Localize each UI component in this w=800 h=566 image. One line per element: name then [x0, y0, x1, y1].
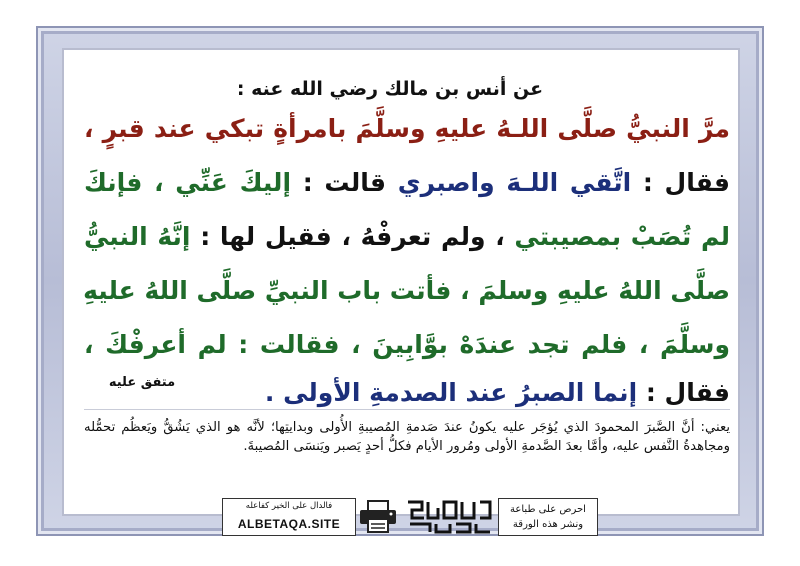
site-url: ALBETAQA.SITE [237, 517, 341, 531]
site-box [222, 498, 356, 536]
print-note-line-1: احرص على طباعة [510, 504, 586, 515]
hadith-text-green: إنَّهُ النبيُّ [84, 222, 191, 251]
hadith-text-black: ، ولم تعرفْهُ ، فقيل لها : [190, 222, 515, 251]
hadith-text-green: لم أعرفْكَ ، [84, 330, 227, 359]
hadith-line-3 [84, 224, 730, 249]
print-note [498, 498, 598, 536]
printer-icon [357, 499, 399, 535]
hadith-text-blue: إنما الصبرُ عند الصدمةِ الأولى . [264, 378, 638, 407]
hadith-line-6 [192, 380, 730, 405]
hadith-line-5 [84, 332, 730, 357]
hadith-text-black: فقال : [637, 378, 730, 407]
hadith-text-green: صلَّى اللهُ عليهِ وسلمَ ، فأتت باب النبيِّ صلَّى اللهُ عليهِ [83, 276, 730, 305]
hadith-line-4 [84, 278, 730, 303]
site-tagline: فالدال على الخير كفاعله [245, 501, 333, 511]
hadith-attribution: متفق عليه [108, 375, 176, 390]
hadith-line-2 [84, 170, 730, 195]
albetaqa-logo-icon [404, 496, 494, 536]
hadith-text-blue: اتَّقي اللـهَ واصبري [397, 168, 632, 197]
hadith-text-green: لم تُصَبْ بمصيبتي [514, 222, 730, 251]
narrator-line: عن أنس بن مالك رضي الله عنه : [236, 78, 544, 100]
hadith-text-green: وسلَّمَ ، فلم تجد عندَهْ بوَّابِينَ ، فقالت : [226, 330, 730, 359]
hadith-text-black: فقال : [631, 168, 730, 197]
divider [84, 409, 730, 410]
hadith-line-1 [84, 116, 730, 141]
hadith-text-red: مرَّ النبيُّ صلَّى اللـهُ عليهِ وسلَّمَ بامرأةٍ تبكي عند قبرٍ ، [84, 114, 730, 143]
print-note-line-2: ونشر هذه الورقة [512, 519, 584, 530]
hadith-text-green: إليكَ عَنِّي ، فإنكَ [84, 168, 292, 197]
commentary-text: يعني: أنَّ الصَّبرَ المحمودَ الذي يُؤجَر عليه يكونُ عندَ صَدمةِ المُصيبةِ الأُولى وبدايتِها؛ لأنَّه هو الذي يَشُقُّ ويَعظُم تحمُّله ومجاهدةُ النَّفس عليه، وأمَّا بعدَ الصَّدمةِ الأولى ومُرور الأيام فكلُّ أحدٍ يَصبر ويَنسَى المُصيبةَ. [84, 420, 730, 454]
hadith-text-black: قالت : [291, 168, 398, 197]
